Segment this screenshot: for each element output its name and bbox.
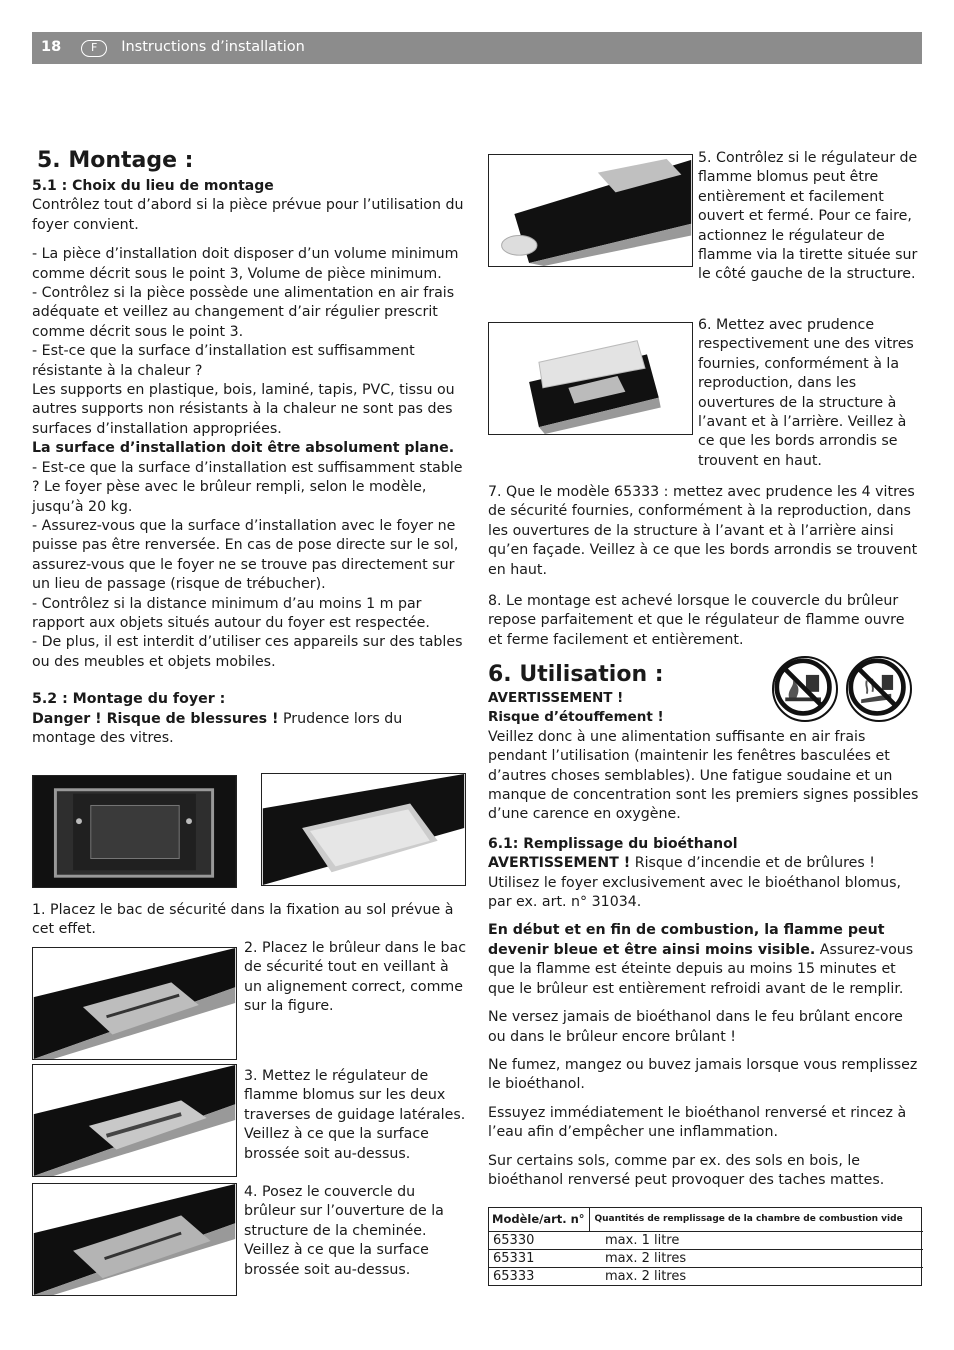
photo-tray-installed	[261, 773, 466, 886]
section-5-1-intro: Contrôlez tout d’abord si la pièce prévue pour l’utilisation du foyer convient.	[32, 197, 464, 233]
section-6-1-warning	[488, 854, 922, 912]
step-7-caption: 7. Que le modèle 65333 : mettez avec prudence les 4 vitres de sécurité fournies, conformément à la reproduction, dans les ouvertures de la structure à l’avant et à l’arrière ainsi qu’en façade. Veillez à ce que les bords arrondis se trouvent en haut.	[488, 484, 918, 578]
photo-regulator-pull	[488, 154, 693, 267]
table-col-model: Modèle/art. n°	[489, 1208, 589, 1232]
step-6-caption: 6. Mettez avec prudence respectivement une des vitres fournies, conformément à la reproduction, dans les ouvertures de la structure à l’avant et à l’arrière. Veillez à ce que les bords arrondis se trouvent en haut.	[698, 317, 914, 469]
never-pour-text: Ne versez jamais de bioéthanol dans le feu brûlant encore ou dans le brûleur encore brûlant !	[488, 1009, 903, 1045]
table-row	[489, 1250, 923, 1268]
left-column	[32, 148, 466, 748]
section-5-1-title: 5.1 : Choix du lieu de montage	[32, 178, 274, 194]
step-3-caption: 3. Mettez le régulateur de flamme blomus sur les deux traverses de guidage latérales. Veillez à ce que la surface brossée soit au-dessus.	[244, 1068, 466, 1162]
table-cell-model: 65331	[493, 1251, 535, 1266]
section-5-1-body: - La pièce d’installation doit disposer d’un volume minimum comme décrit sous le point 3, Volume de pièce minimum. - Contrôlez si la pièce possède une alimentation en air frais adéquate et veillez au changement d’air régulier prescrit comme décrit sous le point 3. - Est-ce que la surface d’installation est suffisamment résistante à la chaleur ? Les supports en plastique, bois, laminé, tapis, PVC, tissu ou autres supports non résistants à la chaleur ne sont pas des surfaces d’installation appropriées.	[32, 246, 459, 437]
photo-burner-placed	[32, 947, 237, 1060]
table-cell-model: 65330	[493, 1233, 535, 1248]
photo-glass-panes	[488, 322, 693, 435]
warning-label: AVERTISSEMENT !	[488, 690, 624, 706]
table-row	[489, 1232, 923, 1250]
section-5-2-title: 5.2 : Montage du foyer :	[32, 691, 226, 708]
floor-stain-text: Sur certains sols, comme par ex. des sols en bois, le bioéthanol renversé peut provoquer des taches mattes.	[488, 1152, 885, 1188]
table-cell-qty: max. 1 litre	[605, 1233, 680, 1248]
danger-text: Prudence lors du montage des vitres.	[32, 710, 403, 746]
step-2-caption: 2. Placez le brûleur dans le bac de sécurité tout en veillant à un alignement correct, comme sur la figure.	[244, 940, 467, 1015]
language-badge: F	[81, 40, 107, 57]
step-4-caption: 4. Posez le couvercle du brûleur sur l’ouverture de la structure de la cheminée. Veillez à ce que la surface brossée soit au-dessus.	[244, 1184, 444, 1278]
page-number: 18	[41, 39, 62, 56]
page-header	[32, 32, 922, 64]
utilisation-body	[488, 689, 922, 1190]
fire-warning-text: Risque d’incendie et de brûlures ! Utilisez le foyer exclusivement avec le bioéthanol blomus, par ex. art. n° 31034.	[488, 855, 901, 911]
flame-color-rest: Assurez-vous que la flamme est éteinte depuis au moins 15 minutes et que le brûleur est entièrement refroidi avant de le remplir.	[488, 941, 914, 997]
table-row	[489, 1268, 923, 1286]
flame-color-text	[488, 921, 922, 999]
section-5-1-body-2: - Est-ce que la surface d’installation est suffisamment stable ? Le foyer pèse avec le brûleur rempli, selon le modèle, jusqu’à 20 kg. - Assurez-vous que la surface d’installation avec le foyer ne puisse pas être renversée. En cas de pose directe sur le sol, assurez-vous que le foyer ne se trouve pas directement sur un lieu de passage (risque de trébucher). - Contrôlez si la distance minimum d’au moins 1 m par rapport aux objets situés autour du foyer est respectée. - De plus, il est interdit d’utiliser ces appareils sur des tables ou des meubles et objets mobiles.	[32, 459, 463, 670]
step-1-caption: 1. Placez le bac de sécurité dans la fixation au sol prévue à cet effet.	[32, 902, 454, 938]
suffocation-label: Risque d’étouffement !	[488, 709, 664, 726]
table-header-row	[489, 1208, 923, 1232]
section-5-2-warning	[32, 710, 466, 749]
montage-heading: 5. Montage :	[37, 148, 194, 173]
photo-safety-tray	[32, 775, 237, 888]
section-5-1-bold: La surface d’installation doit être absolument plane.	[32, 440, 455, 457]
photo-burner-cover	[32, 1183, 237, 1296]
table-col-quantity: Quantités de remplissage de la chambre de combustion vide	[594, 1214, 903, 1224]
utilisation-heading: 6. Utilisation :	[488, 662, 664, 687]
photo-flame-regulator	[32, 1064, 237, 1177]
table-cell-qty: max. 2 litres	[605, 1251, 687, 1266]
danger-label: Danger ! Risque de blessures !	[32, 710, 279, 727]
fire-warning-label: AVERTISSEMENT !	[488, 855, 631, 872]
table-cell-qty: max. 2 litres	[605, 1269, 687, 1284]
fill-quantity-table	[488, 1207, 922, 1286]
wipe-spill-text: Essuyez immédiatement le bioéthanol renversé et rincez à l’eau afin d’empêcher une inflammation.	[488, 1104, 907, 1141]
step-8-caption: 8. Le montage est achevé lorsque le couvercle du brûleur repose parfaitement et que le régulateur de flamme ouvre et ferme facilement et entièrement.	[488, 593, 905, 648]
no-smoking-text: Ne fumez, mangez ou buvez jamais lorsque vous remplissez le bioéthanol.	[488, 1056, 918, 1093]
header-title: Instructions d’installation	[121, 39, 305, 56]
table-cell-model: 65333	[493, 1269, 535, 1284]
step-5-caption: 5. Contrôlez si le régulateur de flamme blomus peut être entièrement et facilement ouvert et fermé. Pour ce faire, actionnez le régulateur de flamme via la tirette située sur le côté gauche de la structure.	[698, 150, 918, 283]
air-supply-text: Veillez donc à une alimentation suffisante en air frais pendant l’utilisation (maintenir les fenêtres basculées et d’autres choses semblables). Une fatigue soudaine et un manque de concentration sont les premiers signes possibles d’une carence en oxygène.	[488, 728, 919, 823]
section-6-1-title: 6.1: Remplissage du bioéthanol	[488, 835, 738, 852]
flame-color-bold: En début et en fin de combustion, la flamme peut devenir bleue et être ainsi moins visible.	[488, 922, 885, 958]
